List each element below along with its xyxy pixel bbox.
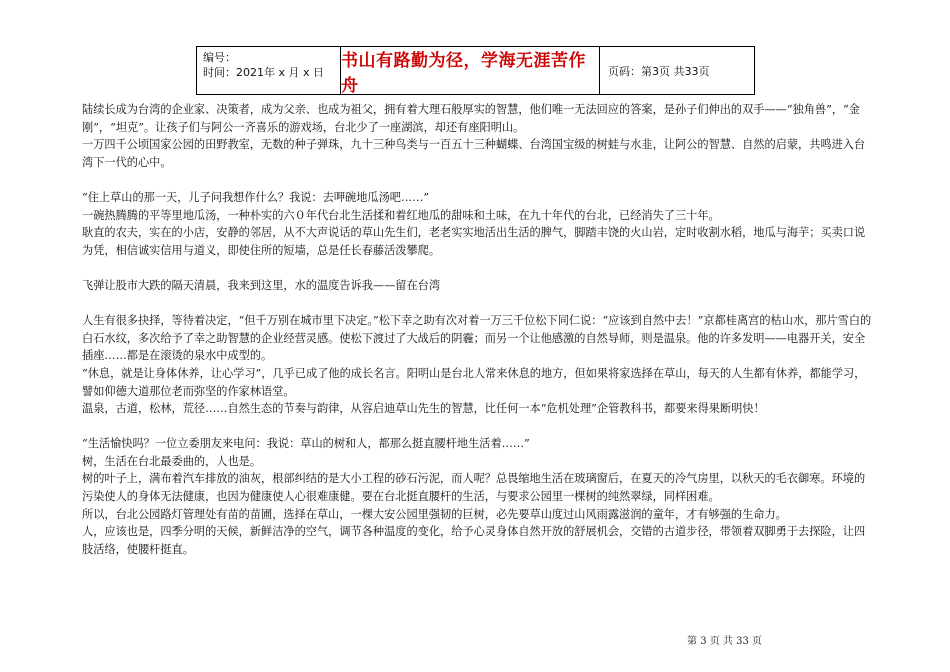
header-slogan: 书山有路勤为径，学海无涯苦作舟 bbox=[341, 47, 600, 94]
header-time-label: 时间：2021年 x 月 x 日 bbox=[203, 66, 324, 79]
paragraph: “住上草山的那一天，儿子问我想作什么？我说：去呷碗地瓜汤吧……” bbox=[82, 190, 430, 204]
paragraph: “休息，就是让身体休养，让心学习”，几乎已成了他的成长名言。阳明山是台北人常来休息的地方，但如果将家选择在草山，每天的人生都有休养，都能学习，譬如仰德大道那位老而弥坚的作家林语堂。 bbox=[82, 366, 866, 398]
paragraph-spacer bbox=[82, 295, 872, 313]
paragraph: 一万四千公顷国家公园的田野教室，无数的种子弹珠，九十三种鸟类与一百五十三种蝴蝶、台湾国宝级的树蛙与水韭，让阿公的智慧、自然的启蒙，共鸣进入台湾下一代的心中。 bbox=[82, 138, 866, 169]
header-number-label: 编号： bbox=[203, 51, 236, 64]
paragraph: 一碗热腾腾的平等里地瓜汤，一种朴实的六０年代台北生活揉和着红地瓜的甜味和土味，在九十年代的台北，已经消失了三十年。 bbox=[82, 208, 720, 222]
paragraph-spacer bbox=[82, 259, 872, 277]
header-page-label: 页码：第3页 共33页 bbox=[608, 64, 710, 78]
paragraph: 耿直的农夫，实在的小店，安静的邻居，从不大声说话的草山先生们，老老实实地活出生活的脾气，脚踏丰饶的火山岩，定时收割水稻，地瓜与海芋；买卖口说为凭，相信诚实信用与道义，即使住所的短墙，总是任长春藤活泼攀爬。 bbox=[82, 226, 866, 257]
paragraph: 人，应该也是，四季分明的天候，新鲜洁净的空气，调节各种温度的变化，给予心灵身体自然开放的舒展机会，交错的古道步径，带领着双脚勇于去探险，让四肢活络，使腰杆挺直。 bbox=[82, 525, 866, 556]
paragraph-spacer bbox=[82, 418, 872, 436]
paragraph: 所以，台北公园路灯管理处有苗的苗圃，选择在草山，一棵大安公园里强韧的巨树，必先要草山度过山风雨露滋润的童年，才有够强的生命力。 bbox=[82, 507, 787, 521]
paragraph: 飞弹让股市大跌的隔天清晨，我来到这里，水的温度告诉我——留在台湾 bbox=[82, 278, 441, 292]
paragraph: 树的叶子上，满布着汽车排放的油灰，根部纠结的是大小工程的砂石污泥，而人呢？总畏缩地生活在玻璃窗后，在夏天的冷气房里，以秋天的毛衣御寒。环境的污染使人的身体无法健康，也因为健康使人心很难康健。要在台北挺直腰杆的生活，与要求公园里一棵树的纯然翠绿，同样困难。 bbox=[82, 472, 866, 504]
paragraph: 陆续长成为台湾的企业家、决策者，成为父亲、也成为祖父，拥有着大理石般厚实的智慧，他们唯一无法回应的答案，是孙子们伸出的双手——“独角兽”，“金刚”，“坦克”。让孩子们与阿公一齐喜乐的游戏场，台北少了一座湖滨，却还有座阳明山。 bbox=[82, 103, 860, 134]
paragraph: 温泉，古道，松林，荒径……自然生态的节奏与韵律，从容启迪草山先生的智慧，比任何一本“危机处理”企管教科书，都要来得果断明快！ bbox=[82, 402, 765, 416]
header-meta bbox=[197, 47, 341, 94]
document-header bbox=[196, 46, 755, 95]
paragraph: 人生有很多抉择，等待着决定，“但千万别在城市里下决定。”松下幸之助有次对着一万三千位松下同仁说：“应该到自然中去！”京都桂离宫的枯山水，那片雪白的白石水纹，多次给予了幸之助智慧的企业经营灵感。使松下渡过了大战后的阴霾；而另一个让他感激的自然导师，则是温泉。他的许多发明——电器开关，安全插座……都是在滚烫的泉水中成型的。 bbox=[82, 314, 872, 363]
paragraph-spacer bbox=[82, 171, 872, 189]
page-footer: 第 3 页 共 33 页 bbox=[687, 636, 762, 647]
paragraph: 树，生活在台北最委曲的，人也是。 bbox=[82, 454, 262, 468]
document-body bbox=[82, 101, 872, 558]
paragraph: “生活愉快吗？一位立委朋友来电问：我说：草山的树和人，都那么挺直腰杆地生活着……” bbox=[82, 437, 530, 451]
